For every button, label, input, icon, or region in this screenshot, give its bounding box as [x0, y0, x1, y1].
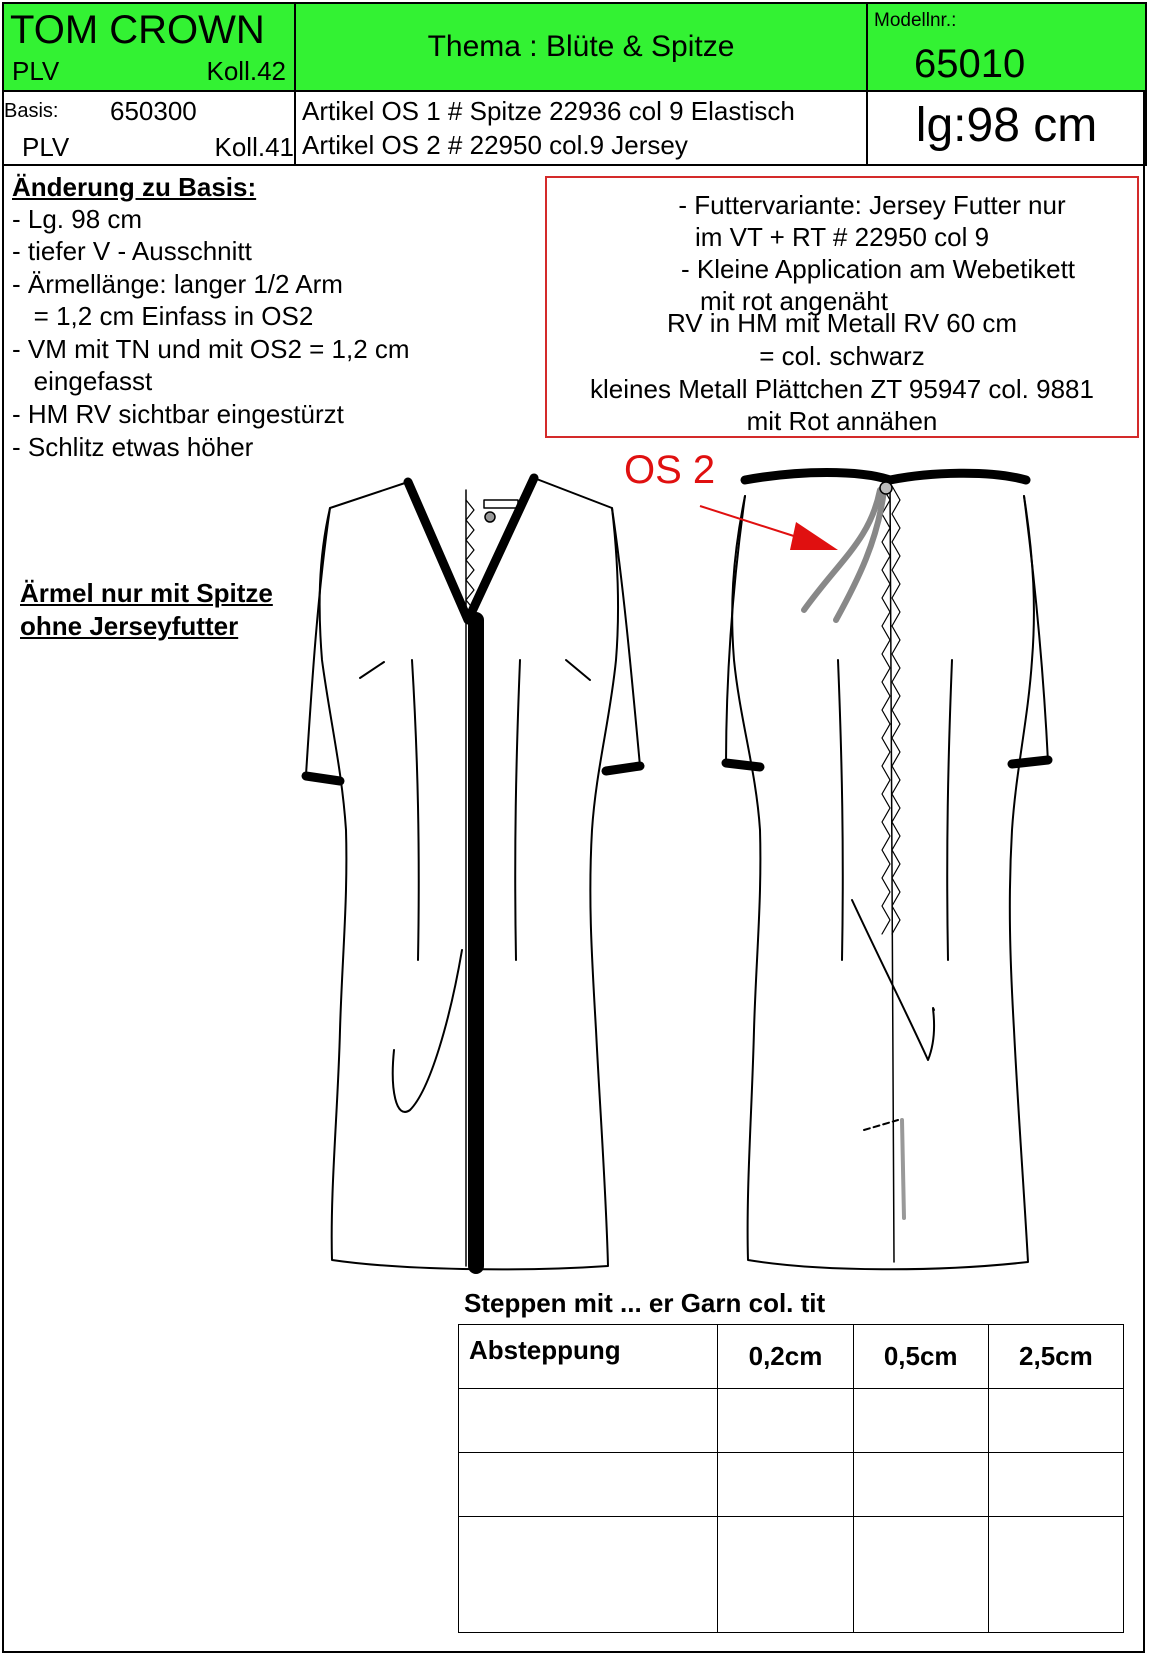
table-header-cell: 0,2cm — [718, 1325, 853, 1389]
table-row — [459, 1453, 1124, 1517]
basis-label: Basis: — [4, 100, 59, 122]
table-cell[interactable] — [459, 1389, 718, 1453]
table-row — [459, 1517, 1124, 1633]
sleeve-note: Ärmel nur mit Spitze — [20, 578, 273, 608]
stitching-title: Steppen mit ... er Garn col. tit — [464, 1288, 826, 1318]
basis-number: 650300 — [110, 96, 197, 126]
table-cell[interactable] — [853, 1453, 988, 1517]
table-header-cell: Absteppung — [459, 1325, 718, 1389]
back-dress-sketch — [726, 480, 1048, 1269]
os2-label: OS 2 — [624, 448, 716, 492]
change-line: - VM mit TN und mit OS2 = 1,2 cm — [12, 334, 410, 364]
model-number: 65010 — [914, 42, 1026, 86]
note-line: - Futtervariante: Jersey Futter nur — [678, 190, 1066, 220]
table-cell[interactable] — [459, 1453, 718, 1517]
table-cell[interactable] — [853, 1517, 988, 1633]
change-line: eingefasst — [12, 366, 153, 396]
note-line: = col. schwarz — [759, 341, 925, 371]
basis-line: PLV — [22, 132, 70, 162]
table-cell[interactable] — [988, 1453, 1123, 1517]
os2-arrow — [700, 506, 838, 550]
table-cell[interactable] — [853, 1389, 988, 1453]
change-line: - Ärmellänge: langer 1/2 Arm — [12, 269, 343, 299]
table-header-cell: 0,5cm — [853, 1325, 988, 1389]
note-line: mit rot angenäht — [700, 286, 888, 316]
table-cell[interactable] — [459, 1517, 718, 1633]
brand-line: PLV — [12, 56, 60, 86]
collection: Koll.42 — [206, 56, 286, 86]
length-value: lg:98 cm — [915, 99, 1098, 152]
changes-title: Änderung zu Basis: — [12, 172, 257, 202]
note-line: im VT + RT # 22950 col 9 — [694, 222, 990, 252]
table-cell[interactable] — [718, 1517, 853, 1633]
table-cell[interactable] — [988, 1389, 1123, 1453]
change-line: - Schlitz etwas höher — [12, 432, 254, 462]
table-cell[interactable] — [988, 1517, 1123, 1633]
change-line: = 1,2 cm Einfass in OS2 — [12, 301, 314, 331]
article-os1: Artikel OS 1 # Spitze 22936 col 9 Elastisch — [302, 96, 795, 126]
model-label: Modellnr.: — [874, 10, 957, 31]
note-line: - Kleine Application am Webetikett — [680, 254, 1076, 284]
note-line: kleines Metall Plättchen ZT 95947 col. 9881 — [590, 374, 1094, 404]
change-line: - HM RV sichtbar eingestürzt — [12, 399, 344, 429]
table-header-cell: 2,5cm — [988, 1325, 1123, 1389]
article-os2: Artikel OS 2 # 22950 col.9 Jersey — [302, 130, 688, 160]
table-row — [459, 1389, 1124, 1453]
table-row — [459, 1325, 1124, 1389]
note-line: RV in HM mit Metall RV 60 cm — [666, 308, 1018, 338]
basis-collection: Koll.41 — [214, 132, 294, 162]
change-line: - tiefer V - Ausschnitt — [12, 236, 252, 266]
back-neckline-binding — [745, 473, 1026, 481]
note-line: mit Rot annähen — [746, 406, 938, 436]
brand-name: TOM CROWN — [10, 8, 265, 52]
sleeve-note: ohne Jerseyfutter — [20, 611, 239, 641]
change-line: - Lg. 98 cm — [12, 204, 143, 234]
table-cell[interactable] — [718, 1453, 853, 1517]
table-cell[interactable] — [718, 1389, 853, 1453]
stitching-table — [458, 1324, 1124, 1633]
theme-title: Thema : Blüte & Spitze — [427, 30, 735, 63]
